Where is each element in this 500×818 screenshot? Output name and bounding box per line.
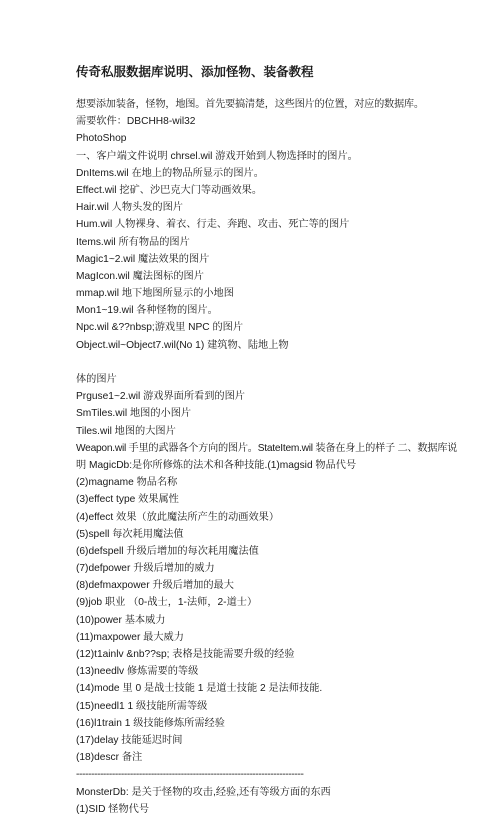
text-line: MonsterDb: 是关于怪物的攻击,经验,还有等级方面的东西 — [76, 786, 331, 798]
text-line: 明 MagicDb:是你所修炼的法术和各种技能.(1)magsid 物品代号 — [76, 459, 357, 471]
text-line: 体的图片 — [76, 374, 117, 385]
text-line: (1)SID 怪物代号 — [76, 803, 150, 815]
text-line: Effect.wil 挖矿、沙巴克大门等动画效果。 — [76, 184, 263, 196]
text-line: 需要软件：DBCHH8-wil32 — [76, 116, 196, 128]
text-line: (7)defpower 升级后增加的威力 — [76, 563, 215, 575]
text-line: 一、客户端文件说明 chrsel.wil 游戏开始到人物选择时的图片。 — [76, 150, 358, 162]
text-line: (14)mode 里 0 是战士技能 1 是道士技能 2 是法师技能. — [76, 683, 323, 695]
text-line: Hair.wil 人物头发的图片 — [76, 202, 183, 214]
document-body — [76, 96, 458, 818]
text-line: MagIcon.wil 魔法图标的图片 — [76, 270, 204, 282]
text-line: (5)spell 每次耗用魔法值 — [76, 528, 184, 540]
text-line: (18)descr 备注 — [76, 752, 143, 764]
text-line: (4)effect 效果（放此魔法所产生的动画效果） — [76, 511, 280, 523]
text-line: (6)defspell 升级后增加的每次耗用魔法值 — [76, 545, 259, 557]
text-line: Items.wil 所有物品的图片 — [76, 236, 190, 248]
text-line: SmTiles.wil 地图的小图片 — [76, 408, 192, 420]
text-line: (10)power 基本威力 — [76, 614, 166, 626]
text-line: PhotoShop — [76, 133, 127, 145]
text-line: Mon1~19.wil 各种怪物的图片。 — [76, 305, 218, 317]
text-line: Hum.wil 人物裸身、着衣、行走、奔跑、攻击、死亡等的图片 — [76, 219, 350, 231]
text-line: (3)effect type 效果属性 — [76, 494, 179, 506]
text-line: Npc.wil &??nbsp;游戏里 NPC 的图片 — [76, 322, 244, 334]
text-line: 想要添加装备，怪物，地图。首先要搞清楚，这些图片的位置，对应的数据库。 — [76, 99, 424, 110]
text-line: (16)l1train 1 级技能修炼所需经验 — [76, 717, 225, 729]
text-line: mmap.wil 地下地图所显示的小地图 — [76, 288, 234, 300]
text-line: Magic1~2.wil 魔法效果的图片 — [76, 253, 210, 265]
text-line: Object.wil~Object7.wil(No 1) 建筑物、陆地上物 — [76, 339, 289, 351]
text-line: (9)job 职业 （0-战士，1-法师，2-道士） — [76, 597, 258, 609]
text-line: Tiles.wil 地图的大图片 — [76, 425, 176, 437]
document-title: 传奇私服数据库说明、添加怪物、装备教程 — [76, 64, 314, 79]
text-line: (15)needl1 1 级技能所需等级 — [76, 700, 208, 712]
text-line: Weapon.wil 手里的武器各个方向的图片。StateItem.wil 装备在身上的样子 二、数据库说 — [76, 442, 458, 454]
text-line: (17)delay 技能延迟时间 — [76, 734, 183, 746]
text-line: (13)needlv 修炼需要的等级 — [76, 666, 199, 678]
text-line: (11)maxpower 最大威力 — [76, 631, 184, 643]
text-line: (8)defmaxpower 升级后增加的最大 — [76, 580, 234, 592]
divider-line: ---------------------------------------------------------------------------- — [76, 769, 304, 781]
blank-line — [76, 354, 421, 371]
text-line: (12)t1ainlv &nb??sp; 表格是技能需要升级的经验 — [76, 649, 295, 660]
text-line: (2)magname 物品名称 — [76, 477, 178, 489]
text-line: DnItems.wil 在地上的物品所显示的图片。 — [76, 167, 264, 179]
text-line: Prguse1~2.wil 游戏界面所看到的图片 — [76, 391, 245, 403]
